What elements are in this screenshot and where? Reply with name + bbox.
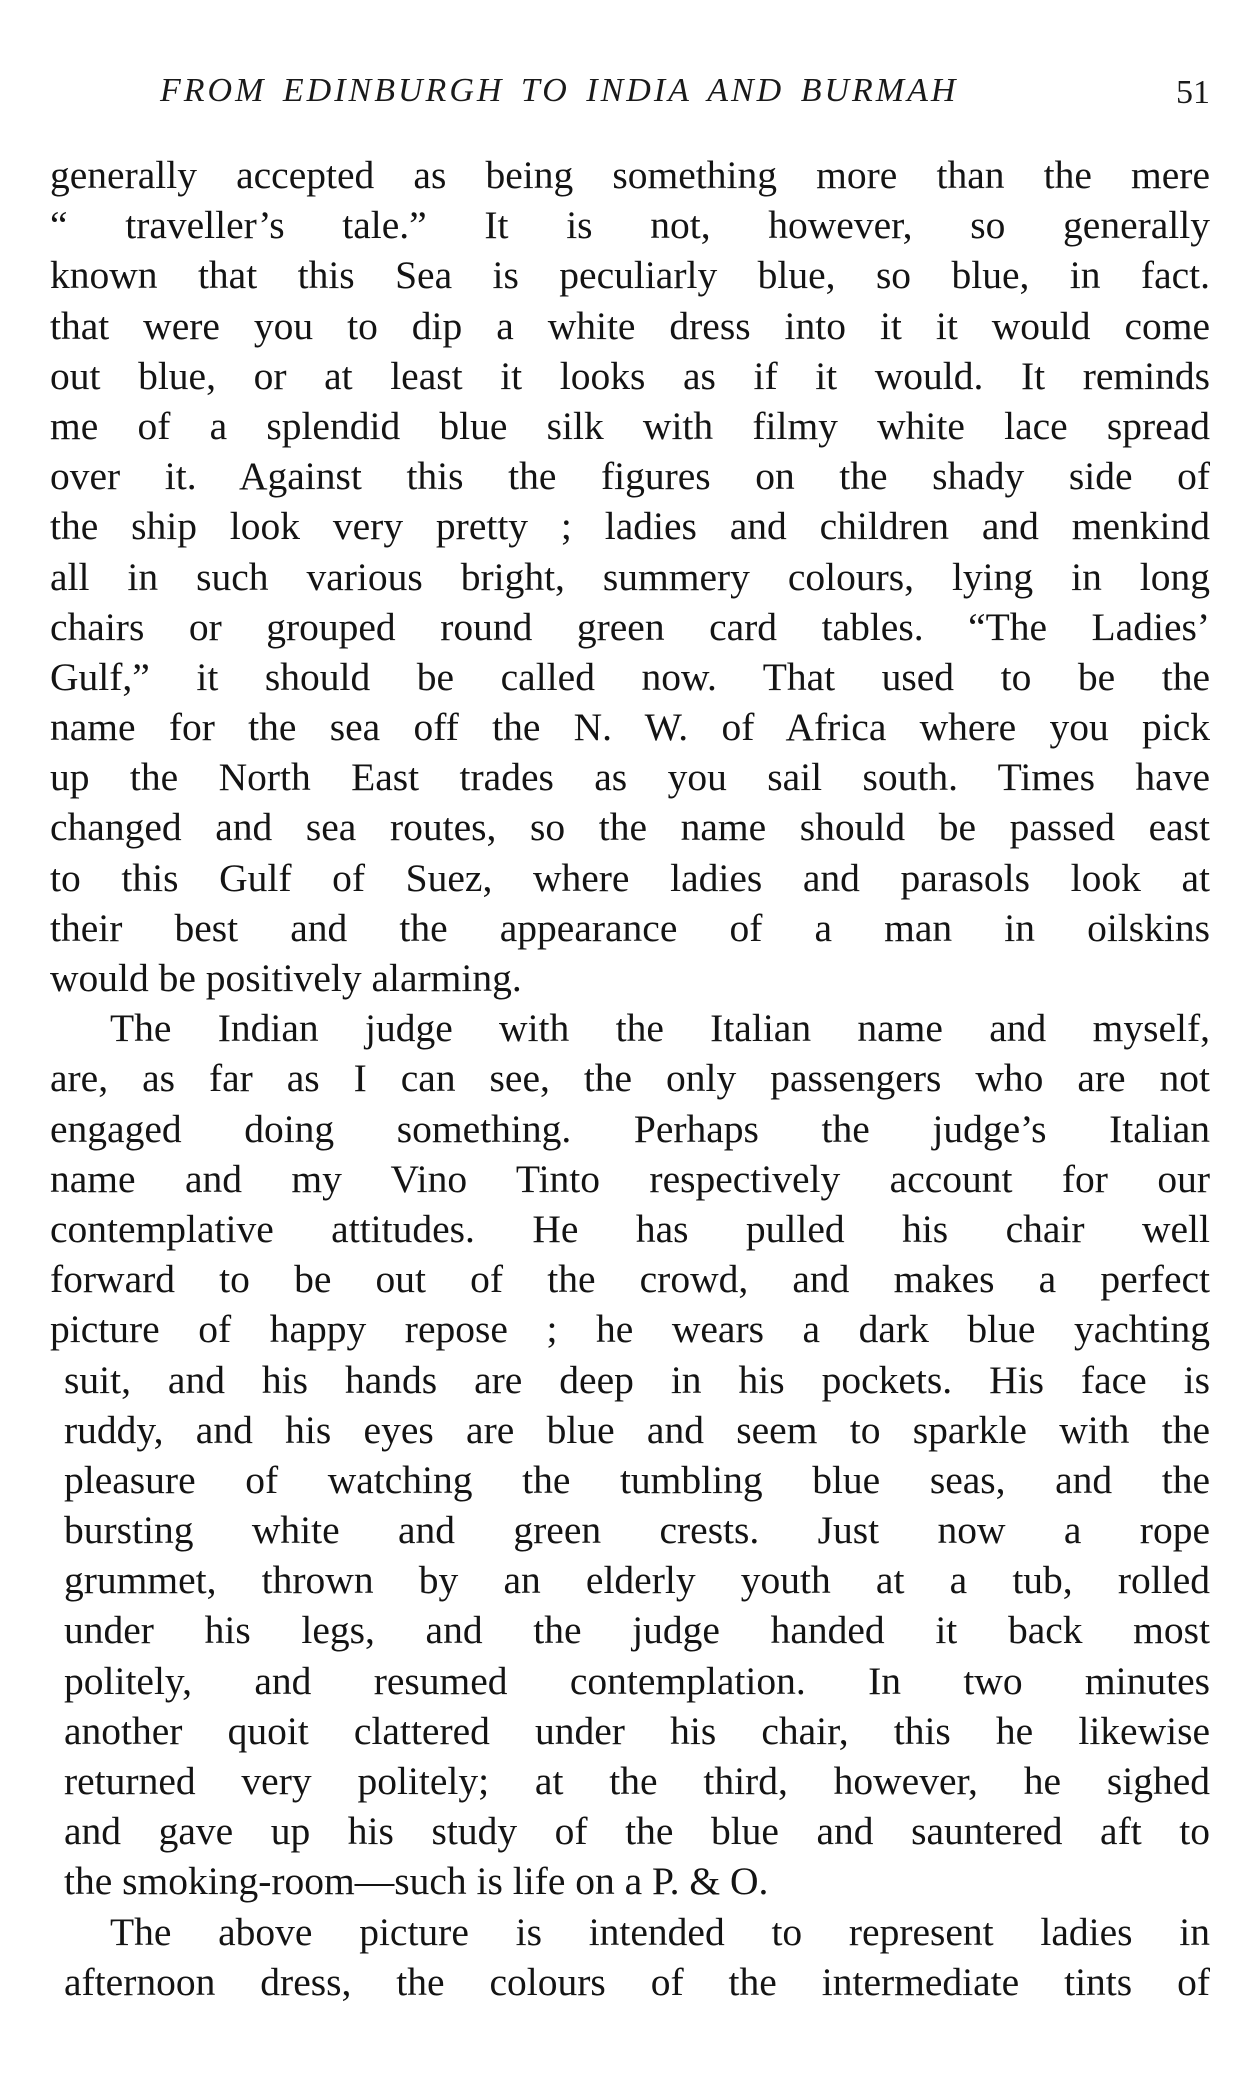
paragraph-first-line: The above picture is intended to represent ladies in	[110, 1909, 1210, 1954]
text-line: Gulf,” it should be called now. That used to be the	[50, 654, 1210, 699]
text-line: changed and sea routes, so the name should be passed east	[50, 805, 1210, 850]
text-line: are, as far as I can see, the only passengers who are not	[50, 1056, 1210, 1101]
text-line: picture of happy repose ; he wears a dark blue yachting	[50, 1307, 1210, 1352]
text-line: out blue, or at least it looks as if it would. It reminds	[50, 353, 1210, 398]
text-line: their best and the appearance of a man in oilskins	[50, 905, 1210, 950]
text-line: pleasure of watching the tumbling blue seas, and the	[64, 1457, 1210, 1502]
body-text	[50, 150, 1210, 2007]
text-line: up the North East trades as you sail south. Times have	[50, 755, 1210, 800]
text-line: the smoking-room—such is life on a P. & O.	[64, 1859, 769, 1904]
text-line: under his legs, and the judge handed it back most	[64, 1608, 1210, 1653]
running-title: FROM EDINBURGH TO INDIA AND BURMAH	[160, 72, 959, 109]
running-head	[50, 72, 1210, 122]
text-line: to this Gulf of Suez, where ladies and parasols look at	[50, 855, 1210, 900]
text-line: forward to be out of the crowd, and makes a perfect	[50, 1257, 1210, 1302]
text-line: bursting white and green crests. Just now a rope	[64, 1508, 1210, 1553]
text-line: another quoit clattered under his chair, this he likewise	[64, 1708, 1210, 1753]
paragraph-first-line: The Indian judge with the Italian name and myself,	[110, 1006, 1210, 1051]
text-line: generally accepted as being something more than the mere	[50, 153, 1210, 197]
text-line: contemplative attitudes. He has pulled his chair well	[50, 1206, 1210, 1251]
text-line: the ship look very pretty ; ladies and children and menkind	[50, 504, 1210, 549]
text-line: name for the sea off the N. W. of Africa where you pick	[50, 705, 1210, 750]
text-line: me of a splendid blue silk with filmy white lace spread	[50, 403, 1210, 448]
text-line: grummet, thrown by an elderly youth at a tub, rolled	[64, 1558, 1210, 1603]
text-line: that were you to dip a white dress into it it would come	[50, 303, 1210, 348]
text-line: politely, and resumed contemplation. In two minutes	[64, 1658, 1210, 1703]
page-number: 51	[1176, 74, 1210, 111]
text-line: name and my Vino Tinto respectively account for our	[50, 1156, 1210, 1201]
text-line: engaged doing something. Perhaps the judge’s Italian	[50, 1106, 1210, 1151]
text-line: suit, and his hands are deep in his pockets. His face is	[64, 1357, 1210, 1402]
text-line: afternoon dress, the colours of the intermediate tints of	[64, 1959, 1210, 2004]
text-line: and gave up his study of the blue and sauntered aft to	[64, 1809, 1210, 1854]
text-line: ruddy, and his eyes are blue and seem to sparkle with the	[64, 1407, 1210, 1452]
text-line: chairs or grouped round green card tables. “The Ladies’	[50, 604, 1210, 649]
text-line: returned very politely; at the third, however, he sighed	[64, 1759, 1210, 1803]
text-line: known that this Sea is peculiarly blue, so blue, in fact.	[50, 253, 1210, 298]
text-line: “ traveller’s tale.” It is not, however, so generally	[50, 203, 1210, 248]
text-line: would be positively alarming.	[50, 956, 522, 1000]
text-line: over it. Against this the figures on the shady side of	[50, 454, 1210, 499]
text-line: all in such various bright, summery colours, lying in long	[50, 554, 1210, 599]
